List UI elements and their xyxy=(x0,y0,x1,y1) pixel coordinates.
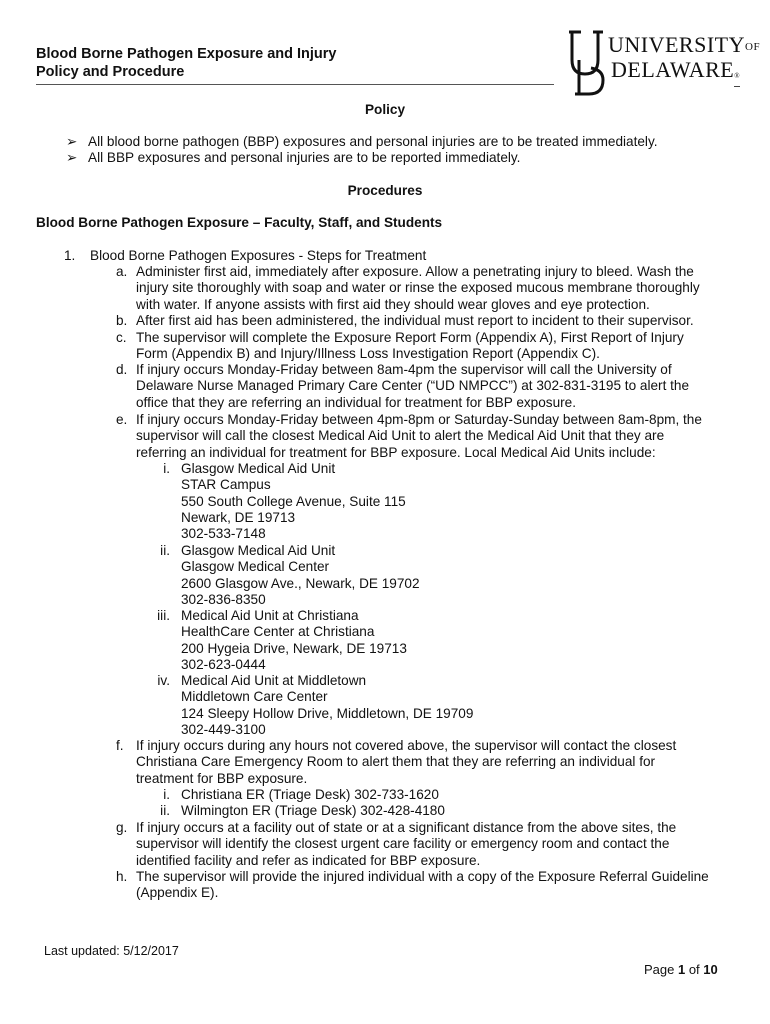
sub-item-f xyxy=(136,738,676,787)
text-line: office that they are referring an individual for treatment for BBP exposure. xyxy=(136,394,577,410)
logo-text-of: OF xyxy=(745,41,761,53)
logo-text-university: UNIVERSITY xyxy=(608,32,745,57)
text-line: supervisor will identify the closest urgent care facility or emergency room and contact the xyxy=(136,836,670,852)
text-line: 302-623-0444 xyxy=(181,656,266,672)
emergency-room: Christiana ER (Triage Desk) 302-733-1620 xyxy=(181,787,439,802)
text-line: Medical Aid Unit at Christiana xyxy=(181,608,359,623)
sub-item-marker: f. xyxy=(116,738,124,753)
section-heading: Blood Borne Pathogen Exposure – Faculty, Staff, and Students xyxy=(36,215,443,230)
sub-item-a xyxy=(136,264,700,313)
roman-marker: iv. xyxy=(157,673,170,688)
text-line: If injury occurs Monday-Friday between 8am-4pm the supervisor will call the University of xyxy=(136,362,672,377)
text-line: Delaware Nurse Managed Primary Care Center (“UD NMPCC”) at 302-831-3195 to alert the xyxy=(136,378,690,394)
medical-aid-unit xyxy=(181,673,473,738)
text-line: 302-836-8350 xyxy=(181,591,266,607)
last-updated: Last updated: 5/12/2017 xyxy=(44,944,179,958)
text-line: identified facility and refer as indicated for BBP exposure. xyxy=(136,852,481,868)
list-item-number: 1. xyxy=(64,248,76,263)
university-logo-icon xyxy=(565,30,605,96)
roman-marker: ii. xyxy=(160,543,170,558)
text-line: The supervisor will complete the Exposure Report Form (Appendix A), First Report of Injury xyxy=(136,330,684,345)
text-line: The supervisor will provide the injured individual with a copy of the Exposure Referral Guideline xyxy=(136,869,709,884)
sub-item-b xyxy=(136,313,694,329)
page-current: 1 xyxy=(677,962,686,977)
medical-aid-unit xyxy=(181,461,406,542)
page-of: of xyxy=(685,962,704,977)
text-line: If injury occurs Monday-Friday between 4pm-8pm or Saturday-Sunday between 8am-8pm, the xyxy=(136,412,702,427)
title-line-2: Policy and Procedure xyxy=(36,64,185,80)
roman-marker: i. xyxy=(163,787,170,802)
sub-item-c xyxy=(136,330,684,363)
sub-item-marker: e. xyxy=(116,412,128,427)
title-underline xyxy=(36,84,554,85)
text-line: If injury occurs during any hours not covered above, the supervisor will contact the closest xyxy=(136,738,677,753)
page-total: 10 xyxy=(703,962,718,977)
roman-marker: ii. xyxy=(160,803,170,818)
text-line: Glasgow Medical Aid Unit xyxy=(181,543,336,558)
list-item-text: Blood Borne Pathogen Exposures - Steps for Treatment xyxy=(90,248,427,263)
text-line: (Appendix E). xyxy=(136,885,219,901)
logo-dash xyxy=(734,86,740,87)
logo-wordmark-delaware xyxy=(611,57,740,83)
text-line: 2600 Glasgow Ave., Newark, DE 19702 xyxy=(181,575,420,591)
sub-item-h xyxy=(136,869,709,902)
medical-aid-unit xyxy=(181,543,420,608)
logo-registered-mark: ® xyxy=(734,72,741,80)
title-line-1: Blood Borne Pathogen Exposure and Injury xyxy=(36,46,337,62)
policy-heading: Policy xyxy=(364,102,406,117)
medical-aid-unit xyxy=(181,608,407,673)
text-line: Form (Appendix B) and Injury/Illness Loss Investigation Report (Appendix C). xyxy=(136,346,600,362)
sub-item-g xyxy=(136,820,676,869)
text-line: HealthCare Center at Christiana xyxy=(181,624,375,640)
sub-item-marker: a. xyxy=(116,264,128,279)
text-line: STAR Campus xyxy=(181,477,271,493)
sub-item-d xyxy=(136,362,689,411)
policy-bullet xyxy=(66,150,520,166)
sub-item-marker: g. xyxy=(116,820,128,835)
sub-item-marker: h. xyxy=(116,869,128,884)
text-line: Glasgow Medical Center xyxy=(181,559,330,575)
sub-item-e xyxy=(136,412,702,461)
document-title xyxy=(36,45,337,81)
logo-text-delaware: DELAWARE xyxy=(611,57,735,82)
arrow-bullet-icon: ➢ xyxy=(66,134,78,149)
logo-wordmark-university xyxy=(608,32,760,58)
text-line: injury site thoroughly with soap and water or rinse the exposed mucous membrane thoroughly xyxy=(136,280,700,296)
text-line: Administer first aid, immediately after exposure. Allow a penetrating injury to bleed. Wash the xyxy=(136,264,694,279)
text-line: If injury occurs at a facility out of state or at a significant distance from the above sites, the xyxy=(136,820,677,835)
text-line: Medical Aid Unit at Middletown xyxy=(181,673,367,688)
procedures-heading: Procedures xyxy=(347,183,423,198)
text-line: 302-533-7148 xyxy=(181,526,266,542)
text-line: 550 South College Avenue, Suite 115 xyxy=(181,493,406,509)
emergency-room: Wilmington ER (Triage Desk) 302-428-4180 xyxy=(181,803,445,818)
text-line: 124 Sleepy Hollow Drive, Middletown, DE 19709 xyxy=(181,705,474,721)
roman-marker: iii. xyxy=(157,608,170,623)
roman-marker: i. xyxy=(163,461,170,476)
text-line: After first aid has been administered, the individual must report to incident to their supervisor. xyxy=(136,313,694,328)
policy-bullet xyxy=(66,134,658,150)
text-line: Glasgow Medical Aid Unit xyxy=(181,461,336,476)
text-line: 302-449-3100 xyxy=(181,721,266,737)
text-line: referring an individual for treatment for BBP exposure. Local Medical Aid Units include: xyxy=(136,444,656,460)
text-line: Newark, DE 19713 xyxy=(181,509,296,525)
sub-item-marker: b. xyxy=(116,313,128,328)
page-prefix: Page xyxy=(644,962,678,977)
text-line: with water. If anyone assists with first aid they should wear gloves and eye protection. xyxy=(136,296,650,312)
text-line: Middletown Care Center xyxy=(181,689,328,705)
policy-bullet-text: All blood borne pathogen (BBP) exposures and personal injuries are to be treated immediately. xyxy=(88,134,658,149)
policy-bullet-text: All BBP exposures and personal injuries are to be reported immediately. xyxy=(88,150,521,165)
text-line: treatment for BBP exposure. xyxy=(136,770,308,786)
text-line: 200 Hygeia Drive, Newark, DE 19713 xyxy=(181,640,407,656)
sub-item-marker: c. xyxy=(116,330,127,345)
text-line: Christiana Care Emergency Room to alert them that they are referring an individual for xyxy=(136,754,656,770)
text-line: supervisor will call the closest Medical Aid Unit to alert the Medical Aid Unit that they are xyxy=(136,428,665,444)
page-number xyxy=(644,962,718,977)
sub-item-marker: d. xyxy=(116,362,128,377)
arrow-bullet-icon: ➢ xyxy=(66,150,78,165)
